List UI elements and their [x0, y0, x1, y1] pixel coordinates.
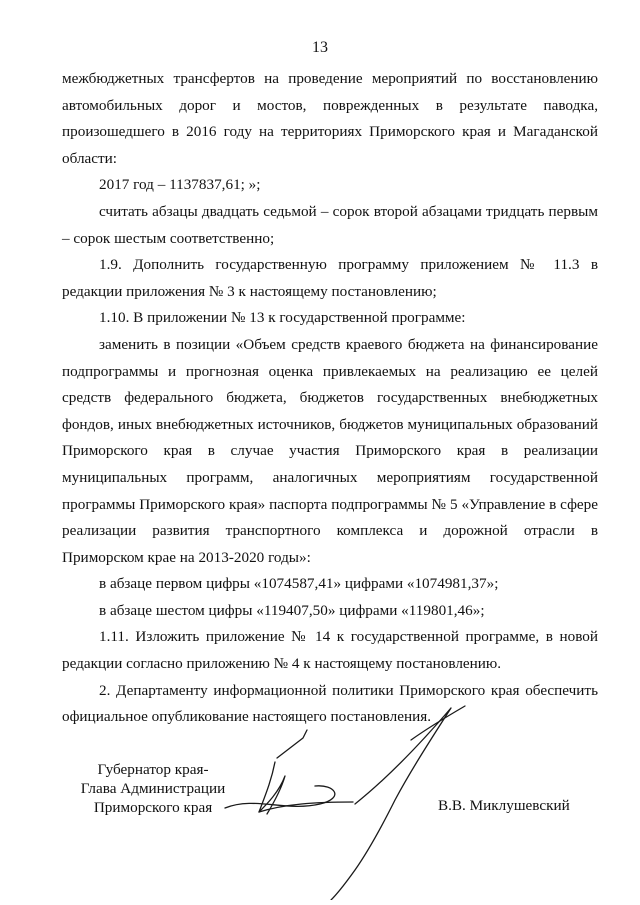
signature-block [0, 760, 640, 905]
signatory-title-line: Глава Администрации [80, 780, 226, 797]
signatory-title-line: Приморского края [93, 799, 213, 816]
paragraph-item-1-11: 1.11. Изложить приложение № 14 к государственной программе, в новой редакции согласно приложению № 4 к настоящему постановлению. [62, 628, 598, 673]
paragraph-sixth-abzac-figures: в абзаце шестом цифры «119407,50» цифрами «119801,46»; [99, 601, 485, 619]
paragraph-item-2: 2. Департаменту информационной политики Приморского края обеспечить официальное опубликование настоящего постановления. [62, 681, 598, 726]
signatory-name: В.В. Миклушевский [438, 797, 570, 814]
paragraph-renumber-abzacs: считать абзацы двадцать седьмой – сорок второй абзацами тридцать первым – сорок шестым соответственно; [62, 202, 598, 247]
signatory-title-line: Губернатор края- [97, 761, 209, 778]
signatory-title [58, 760, 248, 817]
paragraph-transfers-continuation: межбюджетных трансфертов на проведение мероприятий по восстановлению автомобильных дорог и мостов, поврежденных в результате паводка, произошедшего в 2016 году на территориях Приморского края и Магаданской области: [62, 70, 598, 167]
paragraph-2017-amount: 2017 год – 1137837,61; »; [99, 176, 261, 194]
paragraph-replace-position: заменить в позиции «Объем средств краевого бюджета на финансирование подпрограммы и прогнозная оценка привлекаемых на реализацию ее целей средств федерального бюджета, бюджетов государственных внебюджетных фондов, иных внебюджетных источников, бюджетов муниципальных образований Приморского края в случае участия Приморского края в реализации муниципальных программ, аналогичных мероприятиям государственной программы Приморского края» паспорта подпрограммы № 5 «Управление в сфере реализации развития транспортного комплекса и дорожной отрасли в Приморском крае на 2013-2020 годы»: [62, 335, 598, 566]
document-body [62, 66, 598, 731]
page-number: 13 [312, 39, 328, 56]
paragraph-first-abzac-figures: в абзаце первом цифры «1074587,41» цифрами «1074981,37»; [99, 575, 499, 593]
paragraph-item-1-9: 1.9. Дополнить государственную программу приложением № 11.3 в редакции приложения № 3 к настоящему постановлению; [62, 256, 598, 300]
paragraph-item-1-10: 1.10. В приложении № 13 к государственной программе: [99, 309, 466, 327]
